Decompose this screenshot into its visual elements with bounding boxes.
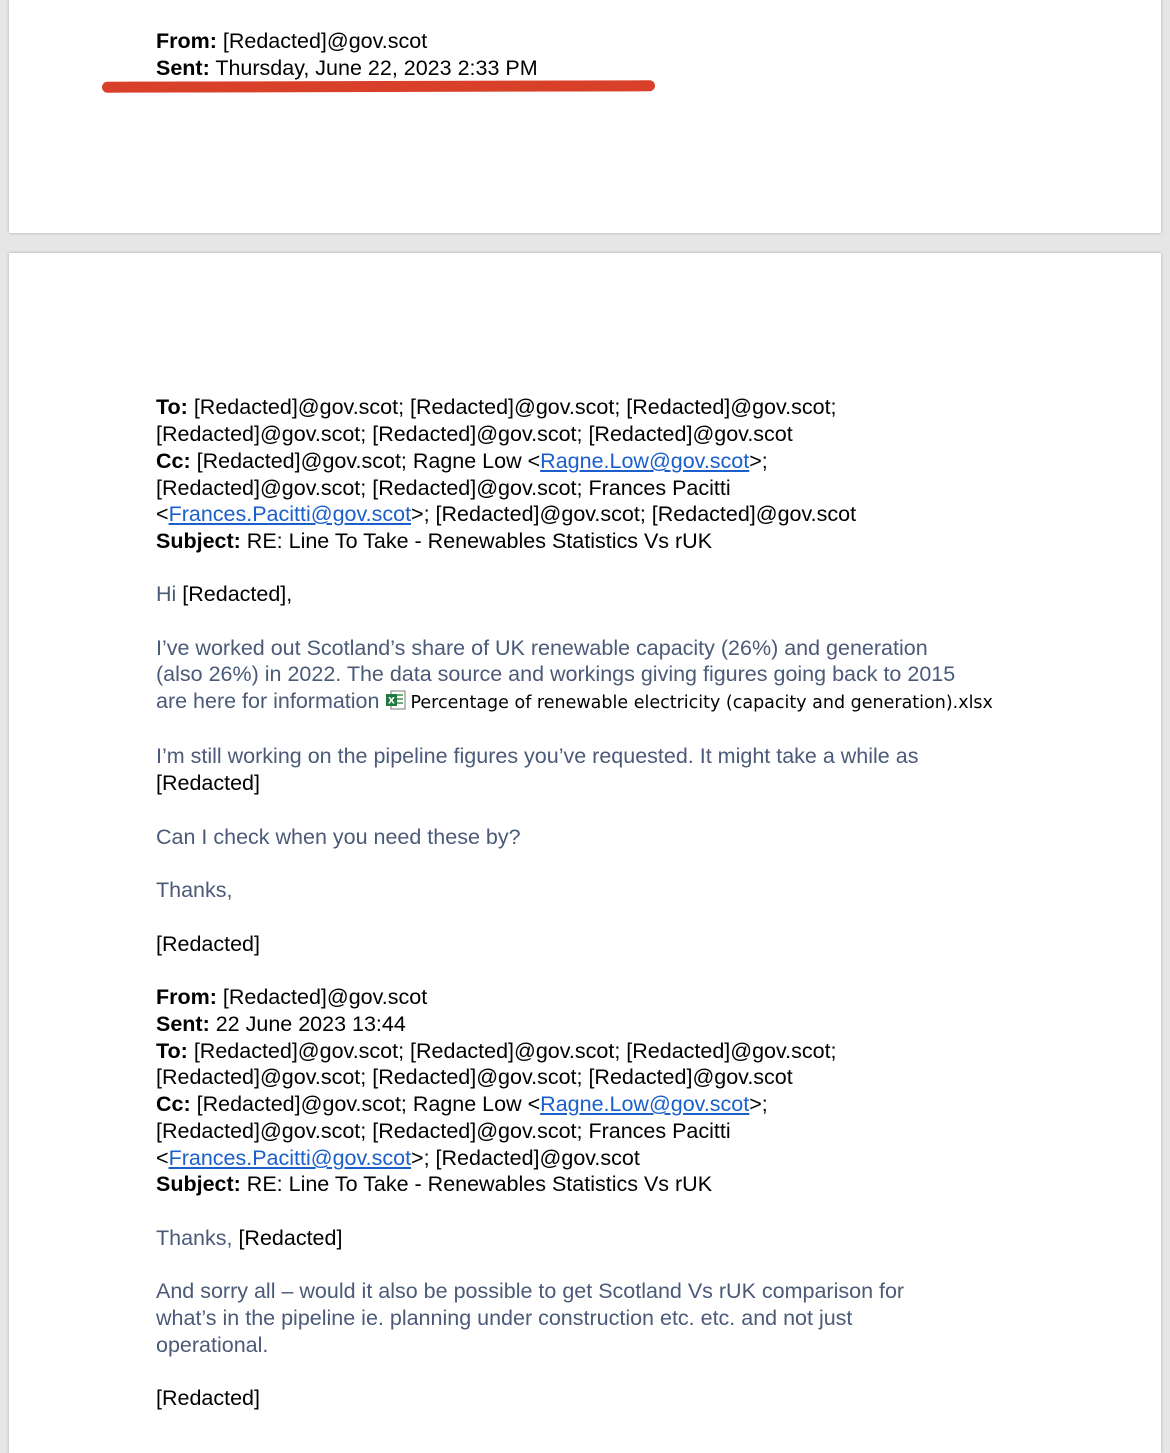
- cc-text: >; [Redacted]@gov.scot; [Redacted]@gov.scot: [411, 502, 857, 526]
- email2-thanks-line: [156, 1225, 342, 1252]
- email2-to-line-2: [Redacted]@gov.scot; [Redacted]@gov.scot; [Redacted]@gov.scot: [156, 1065, 793, 1089]
- to-value: [Redacted]@gov.scot; [Redacted]@gov.scot; [Redacted]@gov.scot;: [187, 395, 837, 419]
- excel-file-icon[interactable]: [385, 689, 407, 711]
- thanks-text: Thanks,: [156, 1226, 239, 1250]
- ragne-low-email-link[interactable]: Ragne.Low@gov.scot: [540, 449, 750, 473]
- body-paragraph-2-line-1: I’m still working on the pipeline figures you’ve requested. It might take a while as: [156, 744, 919, 768]
- cc-text: >;: [749, 449, 768, 473]
- email2-body-line-1: And sorry all – would it also be possible to get Scotland Vs rUK comparison for: [156, 1279, 905, 1303]
- subject-label: Subject:: [156, 1172, 241, 1196]
- subject-label: Subject:: [156, 529, 241, 553]
- frances-pacitti-email-link[interactable]: Frances.Pacitti@gov.scot: [168, 502, 412, 526]
- cc-line-3: [156, 501, 856, 528]
- from-line: [156, 28, 427, 55]
- cc-text: >;: [749, 1092, 768, 1116]
- from-label: From:: [156, 985, 217, 1009]
- to-label: To:: [156, 1039, 188, 1063]
- greeting-name: [Redacted],: [182, 582, 293, 606]
- ragne-low-email-link[interactable]: Ragne.Low@gov.scot: [540, 1092, 750, 1116]
- from-value: [Redacted]@gov.scot: [216, 29, 428, 53]
- email2-to-line-1: [156, 1038, 837, 1065]
- sent-value: 22 June 2023 13:44: [209, 1012, 406, 1036]
- subject-line: [156, 528, 712, 555]
- from-label: From:: [156, 29, 217, 53]
- email2-from-line: [156, 984, 427, 1011]
- red-highlight-underline: [102, 80, 655, 92]
- email2-body-line-3: operational.: [156, 1333, 269, 1357]
- frances-pacitti-email-link[interactable]: Frances.Pacitti@gov.scot: [168, 1146, 412, 1170]
- subject-value: RE: Line To Take - Renewables Statistics Vs rUK: [240, 1172, 713, 1196]
- svg-text:X: X: [388, 696, 396, 707]
- body-paragraph-3: Can I check when you need these by?: [156, 825, 521, 849]
- cc-label: Cc:: [156, 449, 191, 473]
- body-paragraph-2-line-2: [Redacted]: [156, 771, 260, 795]
- cc-text: [Redacted]@gov.scot; Ragne Low <: [190, 449, 541, 473]
- greeting: [156, 581, 292, 608]
- cc-line-2: [Redacted]@gov.scot; [Redacted]@gov.scot; Frances Pacitti: [156, 476, 731, 500]
- body-paragraph-1-line-2: (also 26%) in 2022. The data source and workings giving figures going back to 2015: [156, 662, 956, 686]
- cc-line-1: [156, 448, 768, 475]
- body-text: are here for information: [156, 689, 380, 713]
- email2-subject-line: [156, 1171, 712, 1198]
- sent-value: Thursday, June 22, 2023 2:33 PM: [209, 56, 538, 80]
- thanks-line: Thanks,: [156, 878, 233, 902]
- email2-signature: [Redacted]: [156, 1386, 260, 1410]
- sent-label: Sent:: [156, 1012, 210, 1036]
- attachment-link[interactable]: Percentage of renewable electricity (capacity and generation).xlsx: [410, 693, 993, 713]
- to-label: To:: [156, 395, 188, 419]
- sent-label: Sent:: [156, 56, 210, 80]
- to-line-2: [Redacted]@gov.scot; [Redacted]@gov.scot; [Redacted]@gov.scot: [156, 422, 793, 446]
- to-value: [Redacted]@gov.scot; [Redacted]@gov.scot; [Redacted]@gov.scot;: [187, 1039, 837, 1063]
- email2-cc-line-1: [156, 1091, 768, 1118]
- cc-label: Cc:: [156, 1092, 191, 1116]
- cc-text: <: [156, 502, 169, 526]
- cc-text: >; [Redacted]@gov.scot: [411, 1146, 640, 1170]
- body-paragraph-1-line-3: [156, 688, 993, 717]
- thanks-name: [Redacted]: [238, 1226, 343, 1250]
- from-value: [Redacted]@gov.scot: [216, 985, 428, 1009]
- cc-text: [Redacted]@gov.scot; Ragne Low <: [190, 1092, 541, 1116]
- email2-cc-line-3: [156, 1145, 640, 1172]
- email2-body-line-2: what’s in the pipeline ie. planning under construction etc. etc. and not just: [156, 1306, 853, 1330]
- signature: [Redacted]: [156, 932, 260, 956]
- cc-text: <: [156, 1146, 169, 1170]
- greeting-text: Hi: [156, 582, 183, 606]
- document-page-2: [9, 253, 1161, 1453]
- to-line-1: [156, 394, 837, 421]
- subject-value: RE: Line To Take - Renewables Statistics Vs rUK: [240, 529, 713, 553]
- sent-line: [156, 55, 538, 82]
- email2-sent-line: [156, 1011, 406, 1038]
- body-paragraph-1-line-1: I’ve worked out Scotland’s share of UK renewable capacity (26%) and generation: [156, 636, 928, 660]
- email2-cc-line-2: [Redacted]@gov.scot; [Redacted]@gov.scot; Frances Pacitti: [156, 1119, 731, 1143]
- document-page-1: [9, 0, 1161, 233]
